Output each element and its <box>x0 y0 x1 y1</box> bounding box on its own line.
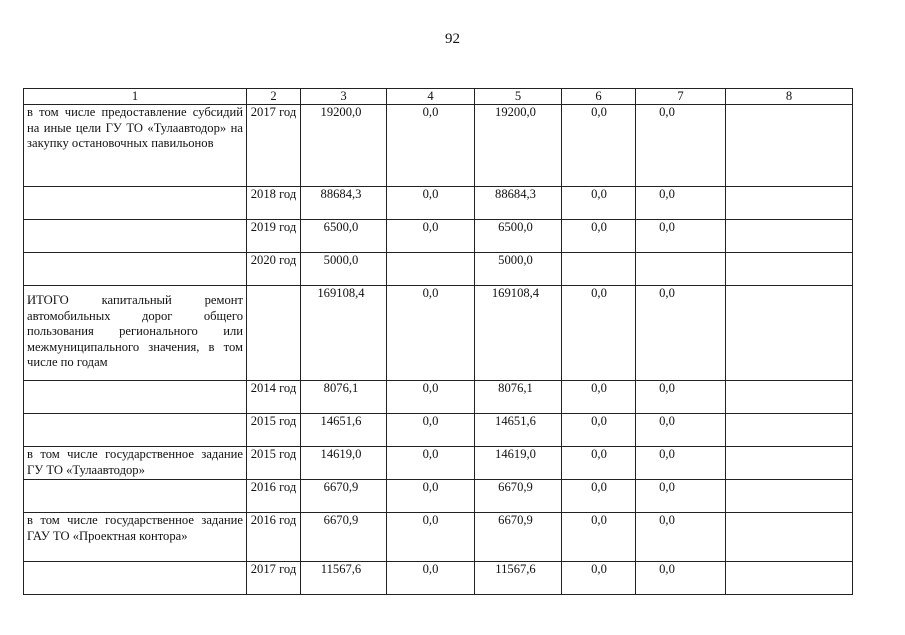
cell-value: 6670,9 <box>475 513 562 562</box>
cell-value <box>726 220 853 253</box>
cell-value: 0,0 <box>562 480 636 513</box>
cell-value: 88684,3 <box>475 187 562 220</box>
cell-value: 0,0 <box>636 220 726 253</box>
cell-value: 0,0 <box>636 480 726 513</box>
cell-value <box>726 286 853 381</box>
cell-value: 0,0 <box>562 381 636 414</box>
cell-value <box>636 253 726 286</box>
column-header: 7 <box>636 89 726 105</box>
row-description <box>24 414 247 447</box>
cell-value: 0,0 <box>387 286 475 381</box>
row-year: 2017 год <box>247 105 301 187</box>
row-description <box>24 562 247 595</box>
cell-value: 19200,0 <box>475 105 562 187</box>
table-row <box>24 414 853 447</box>
row-description: в том числе государственное задание ГУ ТО «Тулаавтодор» <box>24 447 247 480</box>
row-year: 2019 год <box>247 220 301 253</box>
cell-value: 6500,0 <box>301 220 387 253</box>
cell-value: 0,0 <box>562 286 636 381</box>
row-description <box>24 381 247 414</box>
cell-value: 14651,6 <box>475 414 562 447</box>
cell-value: 0,0 <box>562 105 636 187</box>
row-year: 2020 год <box>247 253 301 286</box>
cell-value <box>726 562 853 595</box>
table-row <box>24 381 853 414</box>
cell-value <box>726 480 853 513</box>
row-year: 2018 год <box>247 187 301 220</box>
table-row <box>24 286 853 381</box>
row-year: 2014 год <box>247 381 301 414</box>
cell-value: 0,0 <box>636 447 726 480</box>
cell-value: 169108,4 <box>301 286 387 381</box>
cell-value: 169108,4 <box>475 286 562 381</box>
cell-value: 0,0 <box>387 447 475 480</box>
row-description <box>24 220 247 253</box>
cell-value: 0,0 <box>387 187 475 220</box>
column-header: 5 <box>475 89 562 105</box>
cell-value: 0,0 <box>562 187 636 220</box>
column-header: 1 <box>24 89 247 105</box>
table-row <box>24 513 853 562</box>
cell-value: 0,0 <box>562 513 636 562</box>
cell-value: 0,0 <box>562 562 636 595</box>
cell-value: 8076,1 <box>475 381 562 414</box>
cell-value: 5000,0 <box>475 253 562 286</box>
row-year: 2017 год <box>247 562 301 595</box>
header-row <box>24 89 853 105</box>
cell-value: 0,0 <box>562 220 636 253</box>
cell-value <box>726 253 853 286</box>
row-year <box>247 286 301 381</box>
cell-value: 0,0 <box>562 447 636 480</box>
cell-value: 6500,0 <box>475 220 562 253</box>
cell-value: 0,0 <box>562 414 636 447</box>
column-header: 4 <box>387 89 475 105</box>
cell-value <box>387 253 475 286</box>
row-description <box>24 480 247 513</box>
cell-value: 6670,9 <box>301 480 387 513</box>
cell-value: 14651,6 <box>301 414 387 447</box>
cell-value <box>726 187 853 220</box>
row-year: 2016 год <box>247 480 301 513</box>
budget-table <box>23 88 853 595</box>
cell-value <box>726 513 853 562</box>
cell-value: 0,0 <box>636 562 726 595</box>
cell-value <box>726 105 853 187</box>
table-row <box>24 220 853 253</box>
cell-value: 0,0 <box>636 187 726 220</box>
column-header: 2 <box>247 89 301 105</box>
cell-value: 0,0 <box>387 381 475 414</box>
cell-value: 6670,9 <box>475 480 562 513</box>
cell-value: 0,0 <box>636 105 726 187</box>
cell-value: 14619,0 <box>475 447 562 480</box>
table-row <box>24 105 853 187</box>
row-year: 2015 год <box>247 414 301 447</box>
cell-value: 0,0 <box>636 286 726 381</box>
cell-value: 11567,6 <box>301 562 387 595</box>
page-number: 92 <box>445 31 460 47</box>
cell-value: 0,0 <box>387 105 475 187</box>
cell-value: 0,0 <box>387 562 475 595</box>
row-description: ИТОГО капитальный ремонт автомобильных дорог общего пользования регионального или межмуниципального значения, в том числе по годам <box>24 286 247 381</box>
cell-value: 0,0 <box>387 513 475 562</box>
cell-value: 8076,1 <box>301 381 387 414</box>
table-row <box>24 447 853 480</box>
cell-value: 6670,9 <box>301 513 387 562</box>
cell-value <box>726 414 853 447</box>
table-row <box>24 253 853 286</box>
cell-value: 0,0 <box>636 381 726 414</box>
row-description: в том числе предоставление субсидий на иные цели ГУ ТО «Тулаавтодор» на закупку остановочных павильонов <box>24 105 247 187</box>
cell-value <box>562 253 636 286</box>
row-description <box>24 253 247 286</box>
table-row <box>24 562 853 595</box>
row-description <box>24 187 247 220</box>
column-header: 6 <box>562 89 636 105</box>
row-year: 2016 год <box>247 513 301 562</box>
column-header: 8 <box>726 89 853 105</box>
cell-value <box>726 381 853 414</box>
table-row <box>24 187 853 220</box>
cell-value: 0,0 <box>387 480 475 513</box>
cell-value: 88684,3 <box>301 187 387 220</box>
cell-value: 0,0 <box>636 414 726 447</box>
cell-value: 0,0 <box>387 220 475 253</box>
row-description: в том числе государственное задание ГАУ ТО «Проектная контора» <box>24 513 247 562</box>
cell-value: 14619,0 <box>301 447 387 480</box>
column-header: 3 <box>301 89 387 105</box>
cell-value: 5000,0 <box>301 253 387 286</box>
cell-value: 0,0 <box>387 414 475 447</box>
table-row <box>24 480 853 513</box>
cell-value: 11567,6 <box>475 562 562 595</box>
cell-value: 19200,0 <box>301 105 387 187</box>
cell-value: 0,0 <box>636 513 726 562</box>
cell-value <box>726 447 853 480</box>
row-year: 2015 год <box>247 447 301 480</box>
